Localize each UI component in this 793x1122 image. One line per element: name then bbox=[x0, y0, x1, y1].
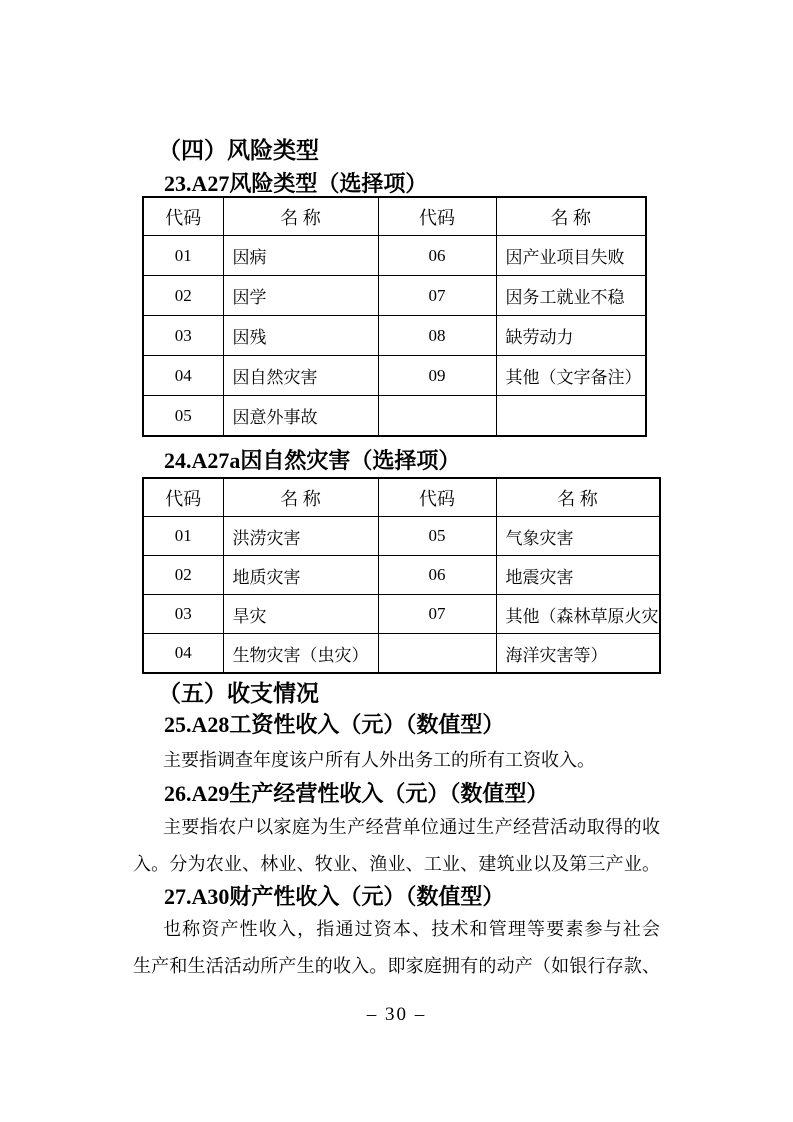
table-row bbox=[143, 396, 646, 437]
table-cell-code bbox=[378, 396, 496, 437]
table-cell-name: 因学 bbox=[223, 276, 378, 316]
table-header-row bbox=[143, 197, 646, 236]
table-row bbox=[143, 517, 660, 556]
column-header-name: 名 称 bbox=[223, 197, 378, 236]
paragraph-line: 也称资产性收入，指通过资本、技术和管理等要素参与社会 bbox=[163, 919, 660, 939]
table-cell-name: 气象灾害 bbox=[496, 517, 660, 556]
table-cell-code: 09 bbox=[378, 356, 496, 396]
table-cell-code: 05 bbox=[378, 517, 496, 556]
paragraph-line: 生产和生活活动所产生的收入。即家庭拥有的动产（如银行存款、 bbox=[133, 956, 660, 976]
table-cell-code: 02 bbox=[143, 556, 223, 595]
risk-type-code-table bbox=[142, 196, 647, 437]
item27-description bbox=[133, 911, 660, 985]
column-header-name: 名 称 bbox=[496, 197, 646, 236]
table-cell-name: 地质灾害 bbox=[223, 556, 378, 595]
table-row bbox=[143, 276, 646, 316]
page-number: – 30 – bbox=[366, 1004, 427, 1025]
table-cell-name: 旱灾 bbox=[223, 595, 378, 634]
column-header-code: 代码 bbox=[378, 478, 496, 517]
item-heading-26-a29: 26.A29生产经营性收入（元）（数值型） bbox=[164, 781, 549, 806]
table-cell-code: 01 bbox=[143, 517, 223, 556]
table-row bbox=[143, 556, 660, 595]
table-cell-code: 05 bbox=[143, 396, 223, 437]
table-cell-code: 04 bbox=[143, 634, 223, 674]
table-cell-code: 03 bbox=[143, 316, 223, 356]
item-heading-24-a27a: 24.A27a因自然灾害（选择项） bbox=[164, 448, 461, 473]
paragraph-line: 入。分为农业、林业、牧业、渔业、工业、建筑业以及第三产业。 bbox=[133, 854, 660, 874]
table-cell-code: 03 bbox=[143, 595, 223, 634]
table-cell-name: 因残 bbox=[223, 316, 378, 356]
table-header-row bbox=[143, 478, 660, 517]
table-cell-code: 02 bbox=[143, 276, 223, 316]
table-cell-name: 其他（文字备注） bbox=[496, 356, 646, 396]
item-heading-25-a28: 25.A28工资性收入（元）（数值型） bbox=[164, 712, 505, 737]
section-heading-risk-types: （四）风险类型 bbox=[158, 138, 319, 163]
table-cell-name: 地震灾害 bbox=[496, 556, 660, 595]
table-cell-code: 07 bbox=[378, 595, 496, 634]
section-heading-income: （五）收支情况 bbox=[158, 681, 319, 706]
table-cell-name: 因意外事故 bbox=[223, 396, 378, 437]
natural-disaster-code-table bbox=[142, 477, 661, 674]
table-cell-code: 06 bbox=[378, 556, 496, 595]
column-header-code: 代码 bbox=[378, 197, 496, 236]
column-header-name: 名 称 bbox=[223, 478, 378, 517]
table-cell-code: 04 bbox=[143, 356, 223, 396]
column-header-code: 代码 bbox=[143, 478, 223, 517]
column-header-name: 名 称 bbox=[496, 478, 660, 517]
table-cell-name bbox=[496, 396, 646, 437]
table-row bbox=[143, 356, 646, 396]
item-heading-23-a27: 23.A27风险类型（选择项） bbox=[164, 171, 428, 196]
column-header-code: 代码 bbox=[143, 197, 223, 236]
item25-description bbox=[133, 742, 660, 779]
table-cell-code: 06 bbox=[378, 236, 496, 276]
table-row bbox=[143, 634, 660, 674]
table-cell-name: 其他（森林草原火灾 bbox=[496, 595, 660, 634]
table-cell-name: 生物灾害（虫灾） bbox=[223, 634, 378, 674]
table-cell-name: 海洋灾害等） bbox=[496, 634, 660, 674]
item26-description bbox=[133, 809, 660, 883]
item-heading-27-a30: 27.A30财产性收入（元）（数值型） bbox=[164, 884, 505, 909]
table-cell-name: 因病 bbox=[223, 236, 378, 276]
table-row bbox=[143, 236, 646, 276]
table-cell-code: 01 bbox=[143, 236, 223, 276]
table-cell-name: 因产业项目失败 bbox=[496, 236, 646, 276]
table-row bbox=[143, 595, 660, 634]
table-cell-code: 07 bbox=[378, 276, 496, 316]
table-cell-name: 因自然灾害 bbox=[223, 356, 378, 396]
table-cell-code: 08 bbox=[378, 316, 496, 356]
table-row bbox=[143, 316, 646, 356]
paragraph-line: 主要指农户以家庭为生产经营单位通过生产经营活动取得的收 bbox=[163, 817, 660, 837]
paragraph-line: 主要指调查年度该户所有人外出务工的所有工资收入。 bbox=[163, 750, 595, 770]
table-cell-name: 因务工就业不稳 bbox=[496, 276, 646, 316]
table-cell-name: 洪涝灾害 bbox=[223, 517, 378, 556]
table-cell-name: 缺劳动力 bbox=[496, 316, 646, 356]
table-cell-code bbox=[378, 634, 496, 674]
